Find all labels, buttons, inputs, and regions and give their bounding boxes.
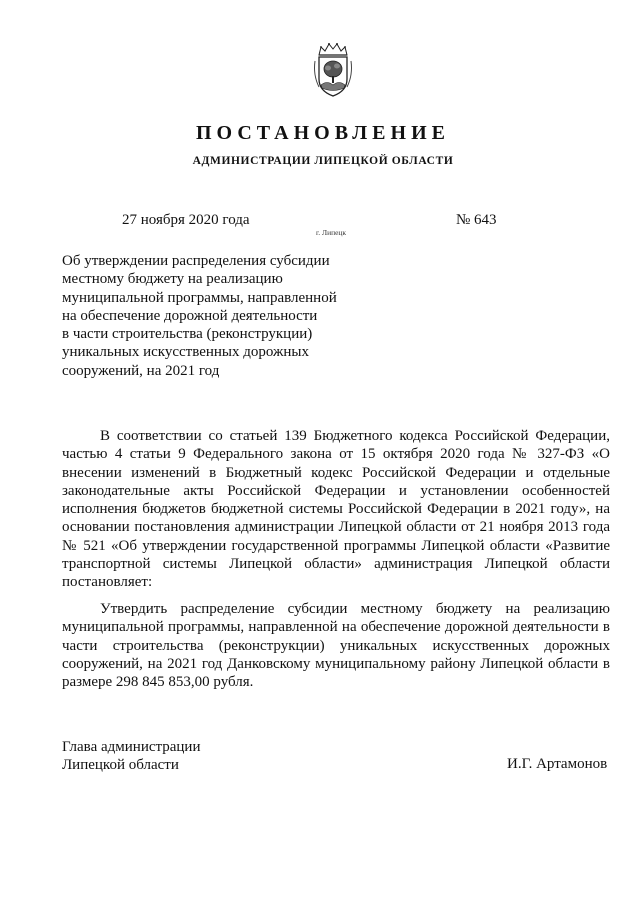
coat-of-arms-emblem: [311, 41, 355, 99]
preamble-paragraph: В соответствии со статьей 139 Бюджетного кодекса Российской Федерации, частью 4 статьи 9 Федерального закона от 15 октября 2020 года № 327-ФЗ «О внесении изменений в Бюджетный кодекс Российской Федерации и отдельные законодательные акты Российской Федерации и установлении особенностей исполнения бюджетов бюджетной системы Российской Федерации в 2021 году», на основании постановления администрации Липецкой области от 21 ноября 2013 года № 521 «Об утверждении государственной программы Липецкой области «Развитие транспортной системы Липецкой области» администрация Липецкой области постановляет:: [62, 428, 610, 591]
resolution-paragraph: Утвердить распределение субсидии местному бюджету на реализацию муниципальной программы, направленной на обеспечение дорожной деятельности в части строительства (реконструкции) уникальных искусственных дорожных сооружений, на 2021 год Данковскому муниципальному району Липецкой области в размере 298 845 853,00 рубля.: [62, 601, 610, 691]
signatory-position-line: Глава администрации: [62, 739, 201, 755]
signatory-position: [62, 738, 200, 775]
subject-line: в части строительства (реконструкции): [62, 326, 313, 343]
issuer-subtitle: АДМИНИСТРАЦИИ ЛИПЕЦКОЙ ОБЛАСТИ: [192, 155, 454, 167]
subject-line: муниципальной программы, направленной: [62, 289, 337, 306]
subject-line: на обеспечение дорожной деятельности: [62, 307, 318, 324]
document-city: г. Липецк: [316, 228, 347, 237]
coat-of-arms-icon: [311, 41, 355, 99]
subject-line: Об утверждении распределения субсидии: [62, 253, 330, 269]
document-subject: [62, 252, 362, 380]
subject-line: местному бюджету на реализацию: [62, 271, 283, 288]
subject-line: уникальных искусственных дорожных: [62, 344, 309, 361]
subject-line: сооружений, на 2021 год: [62, 362, 220, 379]
signatory-name: И.Г. Артамонов: [507, 756, 608, 772]
signatory-position-line: Липецкой области: [62, 757, 179, 774]
document-date: 27 ноября 2020 года: [122, 212, 250, 228]
document-title: ПОСТАНОВЛЕНИЕ: [196, 122, 450, 144]
document-number: № 643: [456, 212, 497, 228]
